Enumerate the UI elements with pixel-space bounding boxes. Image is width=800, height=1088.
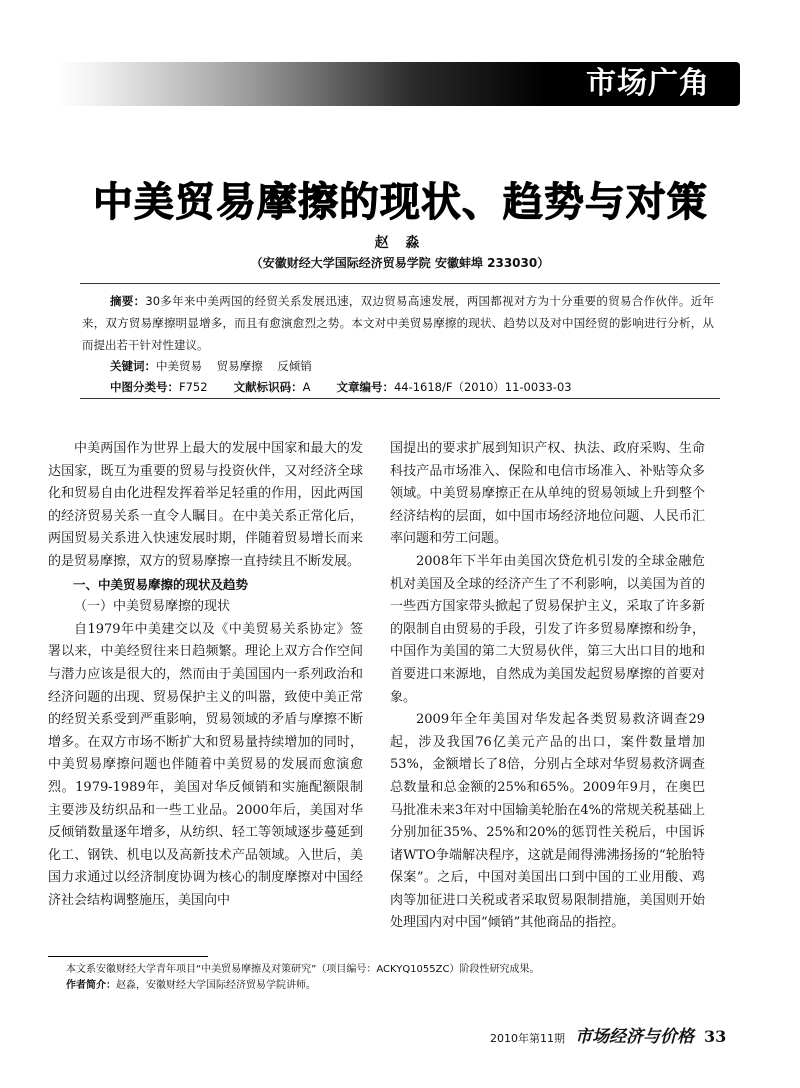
body-column-right <box>390 438 705 935</box>
keywords-line <box>110 355 312 377</box>
doc-code-value: A <box>302 380 311 394</box>
clc-label: 中图分类号： <box>110 380 179 394</box>
author-bio-label: 作者简介： <box>66 980 116 991</box>
abstract-top-rule <box>80 283 720 284</box>
author-affiliation: （安徽财经大学国际经济贸易学院 安徽蚌埠 233030） <box>250 256 550 270</box>
subsection-heading: （一）中美贸易摩擦的现状 <box>74 599 231 615</box>
doc-code-label: 文献标识码： <box>233 380 303 394</box>
header-banner-cap <box>710 62 740 106</box>
paragraph: 2009年全年美国对华发起各类贸易救济调查29起，涉及我国76亿美元产品的出口，案件数量增加53%，金额增长了8倍，分别占全球对华贸易救济调查总数量和总金额的25%和65%。2009年9月，在奥巴马批准未来3年对中国输美轮胎在4%的常规关税基础上分别加征35%、25%和20%的惩罚性关税后，中国诉诸WTO争端解决程序，这就是闹得沸沸扬扬的“轮胎特保案”。之后，中国对美国出口到中国的工业用酸、鸡肉等加征进口关税或者采取贸易限制措施，美国则开始处理国内对中国“倾销”其他商品的指控。 <box>390 712 705 931</box>
body-column-left <box>48 438 363 912</box>
author-bio-text: 赵淼，安徽财经大学国际经济贸易学院讲师。 <box>116 980 316 991</box>
paragraph: 国提出的要求扩展到知识产权、执法、政府采购、生命科技产品市场准入、保险和电信市场准入、补贴等众多领域。中美贸易摩擦正在从单纯的贸易领域上升到整个经济结构的层面，如中国市场经济地位问题、人民币汇率问题和劳工问题。 <box>390 441 705 547</box>
section-heading: 一、中美贸易摩擦的现状及趋势 <box>73 576 249 592</box>
paragraph: 自1979年中美建交以及《中美贸易关系协定》签署以来，中美经贸往来日趋频繁。理论上双方合作空间与潜力应该是很大的，然而由于美国国内一系列政治和经济问题的出现、贸易保护主义的叫嚣，致使中美正常的经贸关系受到严重影响，贸易领域的矛盾与摩擦不断增多。在双方市场不断扩大和贸易量持续增加的同时，中美贸易摩擦问题也伴随着中美贸易的发展而愈演愈烈。1979-1989年，美国对华反倾销和实施配额限制主要涉及纺织品和一些工业品。2000年后，美国对华反倾销数量逐年增多，从纺织、轻工等领域逐步蔓延到化工、钢铁、机电以及高新技术产品领域。入世后，美国力求通过以经济制度协调为核心的制度摩擦对中国经济社会结构调整施压，美国向中 <box>48 621 363 908</box>
article-no-value: 44-1618/F（2010）11-0033-03 <box>393 380 572 394</box>
page-footer <box>490 1022 726 1047</box>
page-number: 33 <box>704 1027 727 1046</box>
classification-line <box>110 376 572 398</box>
author-name: 赵 淼 <box>374 235 426 251</box>
abstract-block <box>82 290 714 356</box>
paragraph: 2008年下半年由美国次贷危机引发的全球金融危机对美国及全球的经济产生了不利影响，以美国为首的一些西方国家带头掀起了贸易保护主义，采取了许多新的限制自由贸易的手段，引发了许多贸易摩擦和纷争，中国作为美国的第二大贸易伙伴，第三大出口目的地和首要进口来源地，自然成为美国发起贸易摩擦的首要对象。 <box>390 553 705 705</box>
funding-note: 本文系安徽财经大学青年项目“中美贸易摩擦及对策研究”（项目编号：ACKYQ1055ZC）阶段性研究成果。 <box>66 964 540 975</box>
abstract-text: 30多年来中美两国的经贸关系发展迅速，双边贸易高速发展，两国都视对方为十分重要的贸易合作伙伴。近年来，双方贸易摩擦明显增多，而且有愈演愈烈之势。本文对中美贸易摩擦的现状、趋势以及对中国经贸的影响进行分析，从而提出若干针对性建议。 <box>82 294 715 352</box>
abstract-label: 摘要： <box>110 294 146 308</box>
keywords-label: 关键词： <box>110 359 156 373</box>
paragraph: 中美两国作为世界上最大的发展中国家和最大的发达国家，既互为重要的贸易与投资伙伴，又对经济全球化和贸易自由化进程发挥着举足轻重的作用，因此两国的经济贸易关系一直令人瞩目。在中美关系正常化后，两国贸易关系进入快速发展时期，伴随着贸易增长而来的是贸易摩擦，双方的贸易摩擦一直持续且不断发展。 <box>48 441 363 569</box>
footnotes <box>66 962 726 994</box>
article-no-label: 文章编号： <box>336 380 394 394</box>
clc-value: F752 <box>179 380 208 394</box>
issue-number: 2010年第11期 <box>490 1032 565 1045</box>
abstract-bottom-rule <box>80 398 720 399</box>
author-bio-note <box>66 978 726 994</box>
section-label: 市场广角 <box>586 66 710 101</box>
magazine-name: 市场经济与价格 <box>575 1027 694 1047</box>
keywords-value: 中美贸易 贸易摩擦 反倾销 <box>156 359 312 373</box>
footnote-rule <box>48 956 208 957</box>
article-title: 中美贸易摩擦的现状、趋势与对策 <box>92 179 708 225</box>
